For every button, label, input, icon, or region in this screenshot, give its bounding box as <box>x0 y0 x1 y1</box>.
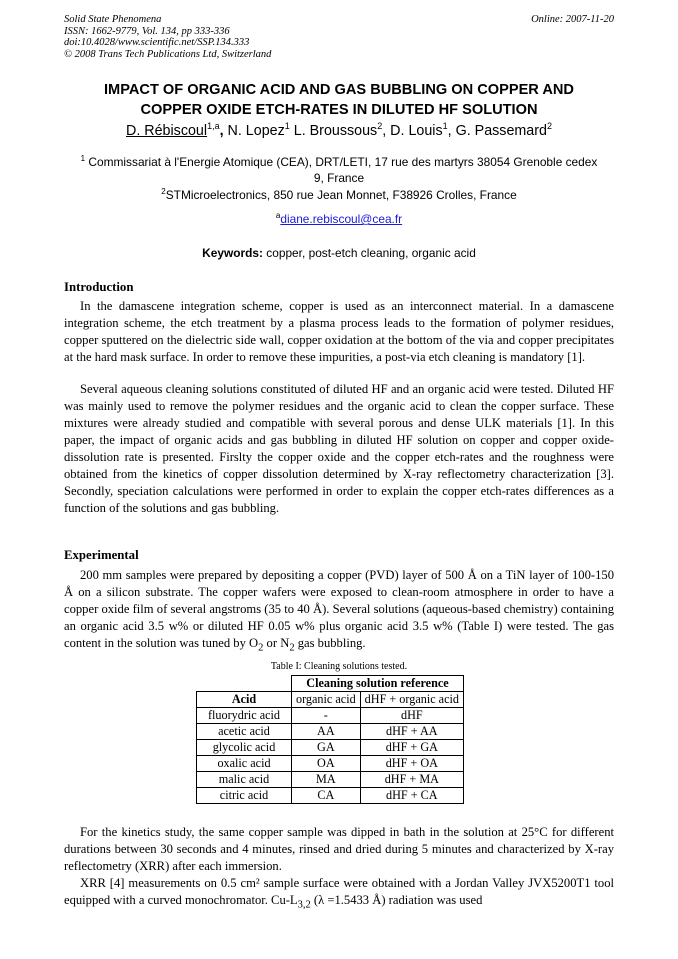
experimental-p1-text: 200 mm samples were prepared by depositing a copper (PVD) layer of 500 Å on a TiN layer of 100-150 Å on a silicon substrate. The copper wafers were exposed to clean-room atmosphere in order to have a copper oxide film of several angstroms (35 to 40 Å). Several solutions (aqueous-based chemistry) containing an organic acid 3.5 w% or diluted HF 0.05 w% plus organic acid 3.5 w% (Table I) were tested. The gas content in the solution was tuned by <box>64 568 614 650</box>
author-3-affil: 2 <box>377 121 383 132</box>
table-row <box>197 740 464 756</box>
dhf-cell: dHF <box>360 708 463 724</box>
dhf-cell: dHF + OA <box>360 756 463 772</box>
table-header-dhf: dHF + organic acid <box>360 692 463 708</box>
table-group-header: Cleaning solution reference <box>292 676 464 692</box>
organic-cell: MA <box>292 772 361 788</box>
dhf-cell: dHF + MA <box>360 772 463 788</box>
table-row <box>197 756 464 772</box>
nitrogen-subscript: 2 <box>289 642 295 654</box>
oxygen-subscript: 2 <box>258 642 264 654</box>
title-line-2: COPPER OXIDE ETCH-RATES IN DILUTED HF SOLUTION <box>140 102 538 118</box>
experimental-p3-text: XRR [4] measurements on 0.5 cm² sample surface were obtained with a Jordan Valley JVX5200T1 tool equipped with a curved monochromator. Cu-L <box>64 876 614 907</box>
doi: doi:10.4028/www.scientific.net/SSP.134.333 <box>64 37 250 49</box>
keywords <box>64 246 614 260</box>
copyright: © 2008 Trans Tech Publications Ltd, Switzerland <box>64 48 272 60</box>
author-1-affil: 1,a <box>207 121 220 132</box>
organic-cell: GA <box>292 740 361 756</box>
table-row <box>197 724 464 740</box>
organic-cell: CA <box>292 788 361 804</box>
author-2-affil: 1 <box>284 121 290 132</box>
title-line-1: IMPACT OF ORGANIC ACID AND GAS BUBBLING ON COPPER AND <box>104 82 574 98</box>
section-heading-introduction: Introduction <box>64 280 134 294</box>
email-marker: a <box>275 211 281 221</box>
author-sep: , <box>447 123 456 139</box>
author-3: L. Broussous <box>289 123 378 139</box>
acid-cell: fluorydric acid <box>197 708 292 724</box>
issn: ISSN: 1662-9779, Vol. 134, pp 333-336 <box>64 25 230 37</box>
author-1: D. Rébiscoul <box>126 123 208 139</box>
experimental-p1-end: gas bubbling. <box>294 636 366 650</box>
author-sep: , <box>219 123 228 139</box>
author-2: N. Lopez <box>227 123 285 139</box>
table-caption: Table I: Cleaning solutions tested. <box>270 661 408 672</box>
experimental-paragraph-1 <box>64 567 614 652</box>
table-header-acid: Acid <box>197 692 292 708</box>
journal-name: Solid State Phenomena <box>64 14 162 25</box>
acid-cell: malic acid <box>197 772 292 788</box>
dhf-cell: dHF + CA <box>360 788 463 804</box>
affiliation-2-text: STMicroelectronics, 850 rue Jean Monnet, F38926 Crolles, France <box>165 188 517 202</box>
running-header <box>64 14 271 60</box>
affiliation-1 <box>64 154 614 186</box>
table-row <box>197 708 464 724</box>
keywords-text: copper, post-etch cleaning, organic acid <box>262 246 476 260</box>
cu-line-subscript: 3,2 <box>297 899 311 911</box>
author-sep: , <box>382 123 391 139</box>
keywords-label: Keywords: <box>202 246 263 260</box>
author-5: G. Passemard <box>455 123 547 139</box>
acid-cell: oxalic acid <box>197 756 292 772</box>
affiliation-1-number: 1 <box>80 154 86 164</box>
experimental-paragraph-3 <box>64 875 614 909</box>
organic-cell: - <box>292 708 361 724</box>
author-4-affil: 1 <box>442 121 448 132</box>
affiliation-1-text: Commissariat à l'Energie Atomique (CEA), DRT/LETI, 17 rue des martyrs 38054 Grenoble cedex <box>85 155 598 169</box>
paper-title <box>64 80 614 120</box>
cleaning-solutions-table <box>196 675 464 804</box>
oxygen-symbol: O <box>249 636 259 650</box>
experimental-p3-end: (λ =1.5433 Å) radiation was used <box>310 893 483 907</box>
author-5-affil: 2 <box>546 121 552 132</box>
online-date: Online: 2007-11-20 <box>531 14 614 25</box>
section-heading-experimental: Experimental <box>64 548 139 562</box>
acid-cell: acetic acid <box>197 724 292 740</box>
table-header-organic: organic acid <box>292 692 361 708</box>
experimental-paragraph-2: For the kinetics study, the same copper sample was dipped in bath in the solution at 25°C for different durations between 30 seconds and 4 minutes, rinsed and dried during 5 minutes and characterized by X-ray reflectometry (XRR) after each immersion. <box>64 825 614 873</box>
intro-paragraph-2: Several aqueous cleaning solutions constituted of diluted HF and an organic acid were tested. Diluted HF was mainly used to remove the polymer residues and the organic acid to clean the copper surface. These mixtures were already studied and compatible with several porous and dense ULK materials [1]. In this paper, the impact of organic acids and gas bubbling in diluted HF solution on copper and copper oxide-dissolution rate is presented. Firslty the copper oxide and the copper etch-rates and the roughness were obtained from the kinetics of copper dissolution determined by X-ray reflectometry characterization [3]. Secondly, speciation calculations were performed in order to explain the copper etch-rates differences as a function of the solutions and gas bubbling. <box>64 382 614 515</box>
table-row <box>197 772 464 788</box>
acid-cell: citric acid <box>197 788 292 804</box>
affiliation-2-number: 2 <box>161 187 166 197</box>
table-row <box>197 788 464 804</box>
dhf-cell: dHF + GA <box>360 740 463 756</box>
affiliation-2 <box>64 187 614 203</box>
email-link[interactable]: diane.rebiscoul@cea.fr <box>280 212 403 226</box>
organic-cell: OA <box>292 756 361 772</box>
or-text: or <box>263 636 281 650</box>
intro-paragraph-1: In the damascene integration scheme, copper is used as an interconnect material. In a damascene integration scheme, the etch treatment by a plasma process leads to the formation of polymer residues, copper sputtered on the dielectric side wall, copper oxidation at the bottom of the via and copper precipitates at the hard mask surface. In order to remove these impurities, a post-via etch cleaning is mandatory [1]. <box>64 299 614 364</box>
nitrogen-symbol: N <box>280 636 290 650</box>
contact-email <box>64 211 614 227</box>
organic-cell: AA <box>292 724 361 740</box>
author-list <box>64 123 614 139</box>
table-corner <box>197 676 292 692</box>
author-4: D. Louis <box>390 123 443 139</box>
acid-cell: glycolic acid <box>197 740 292 756</box>
affiliation-1-line-2: 9, France <box>313 171 365 185</box>
dhf-cell: dHF + AA <box>360 724 463 740</box>
